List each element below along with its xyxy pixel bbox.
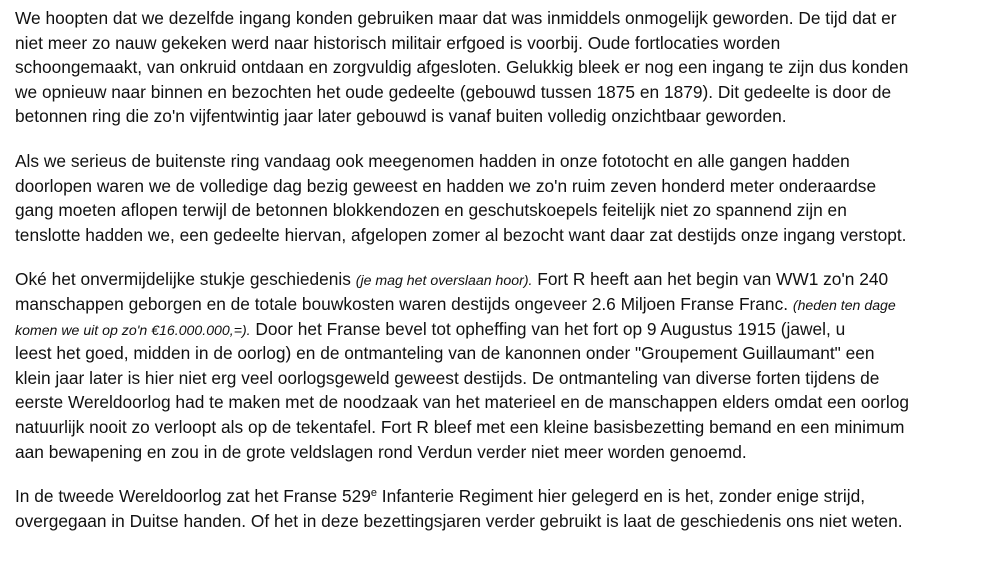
italic-aside: (je mag het overslaan hoor). [355, 273, 533, 290]
text-line: leest het goed, midden in de oorlog) en de ontmanteling van de kanonnen onder "Groupement Guillaumant" een [15, 343, 875, 364]
text-line: betonnen ring die zo'n vijfentwintig jaar later gebouwd is vanaf buiten volledig onzichtbaar geworden. [15, 106, 787, 127]
text-line: natuurlijk nooit zo verloopt als op de tekentafel. Fort R bleef met een kleine basisbezetting bemand en een minimum [15, 416, 905, 437]
paragraph-4 [15, 484, 977, 533]
text-run: Door het Franse bevel tot opheffing van het fort op 9 Augustus 1915 (jawel, u [250, 318, 846, 339]
text-line: overgegaan in Duitse handen. Of het in deze bezettingsjaren verder gebruikt is laat de geschiedenis ons niet weten. [15, 510, 903, 531]
text-run: manschappen geborgen en de totale bouwkosten waren destijds ongeveer 2.6 Miljoen Franse Franc. [15, 293, 793, 314]
text-line: Als we serieus de buitenste ring vandaag ook meegenomen hadden in onze fototocht en alle gangen hadden [15, 150, 850, 171]
text-line: tenslotte hadden we, een gedeelte hiervan, afgelopen zomer al bezocht want daar zat destijds onze ingang verstopt. [15, 224, 907, 245]
text-line: gang moeten aflopen terwijl de betonnen blokkendozen en geschutskoepels feitelijk niet zo spannend zijn en [15, 200, 847, 221]
text-run: Infanterie Regiment hier gelegerd en is het, zonder enige strijd, [376, 486, 866, 507]
italic-aside: komen we uit op zo'n €16.000.000,=). [15, 322, 251, 339]
paragraph-gap [15, 129, 977, 149]
text-line: doorlopen waren we de volledige dag bezig geweest en hadden we zo'n ruim zeven honderd meter onderaardse [15, 175, 877, 196]
text-line: niet meer zo nauw gekeken werd naar historisch militair erfgoed is voorbij. Oude fortlocaties worden [15, 32, 781, 53]
text-line: aan bewapening en zou in de grote veldslagen rond Verdun verder niet meer worden genoemd. [15, 441, 747, 462]
text-line [15, 292, 973, 317]
superscript: e [370, 487, 377, 500]
paragraph-3 [15, 267, 977, 464]
text-line: schoongemaakt, van onkruid ontdaan en zorgvuldig afgesloten. Gelukkig bleek er nog een ingang te zijn dus konden [15, 57, 909, 78]
text-line [15, 484, 973, 509]
paragraph-1 [15, 6, 977, 129]
text-run: In de tweede Wereldoorlog zat het Franse 529 [15, 486, 371, 507]
paragraph-gap [15, 464, 977, 484]
text-run: Oké het onvermijdelijke stukje geschiedenis [15, 269, 356, 290]
paragraph-2 [15, 149, 977, 247]
paragraph-gap [15, 247, 977, 267]
document-body [15, 6, 977, 533]
text-line: klein jaar later is hier niet erg veel oorlogsgeweld geweest destijds. De ontmanteling van diverse forten tijdens de [15, 367, 880, 388]
text-line [15, 317, 973, 342]
italic-aside: (heden ten dage [792, 297, 896, 314]
text-line: We hoopten dat we dezelfde ingang konden gebruiken maar dat was inmiddels onmogelijk geworden. De tijd dat er [15, 8, 897, 28]
text-line: we opnieuw naar binnen en bezochten het oude gedeelte (gebouwd tussen 1875 en 1879). Dit gedeelte is door de [15, 81, 892, 102]
text-line [15, 267, 973, 292]
text-run: Fort R heeft aan het begin van WW1 zo'n 240 [532, 269, 889, 290]
text-line: eerste Wereldoorlog had te maken met de noodzaak van het materieel en de manschappen elders omdat een oorlog [15, 392, 910, 413]
